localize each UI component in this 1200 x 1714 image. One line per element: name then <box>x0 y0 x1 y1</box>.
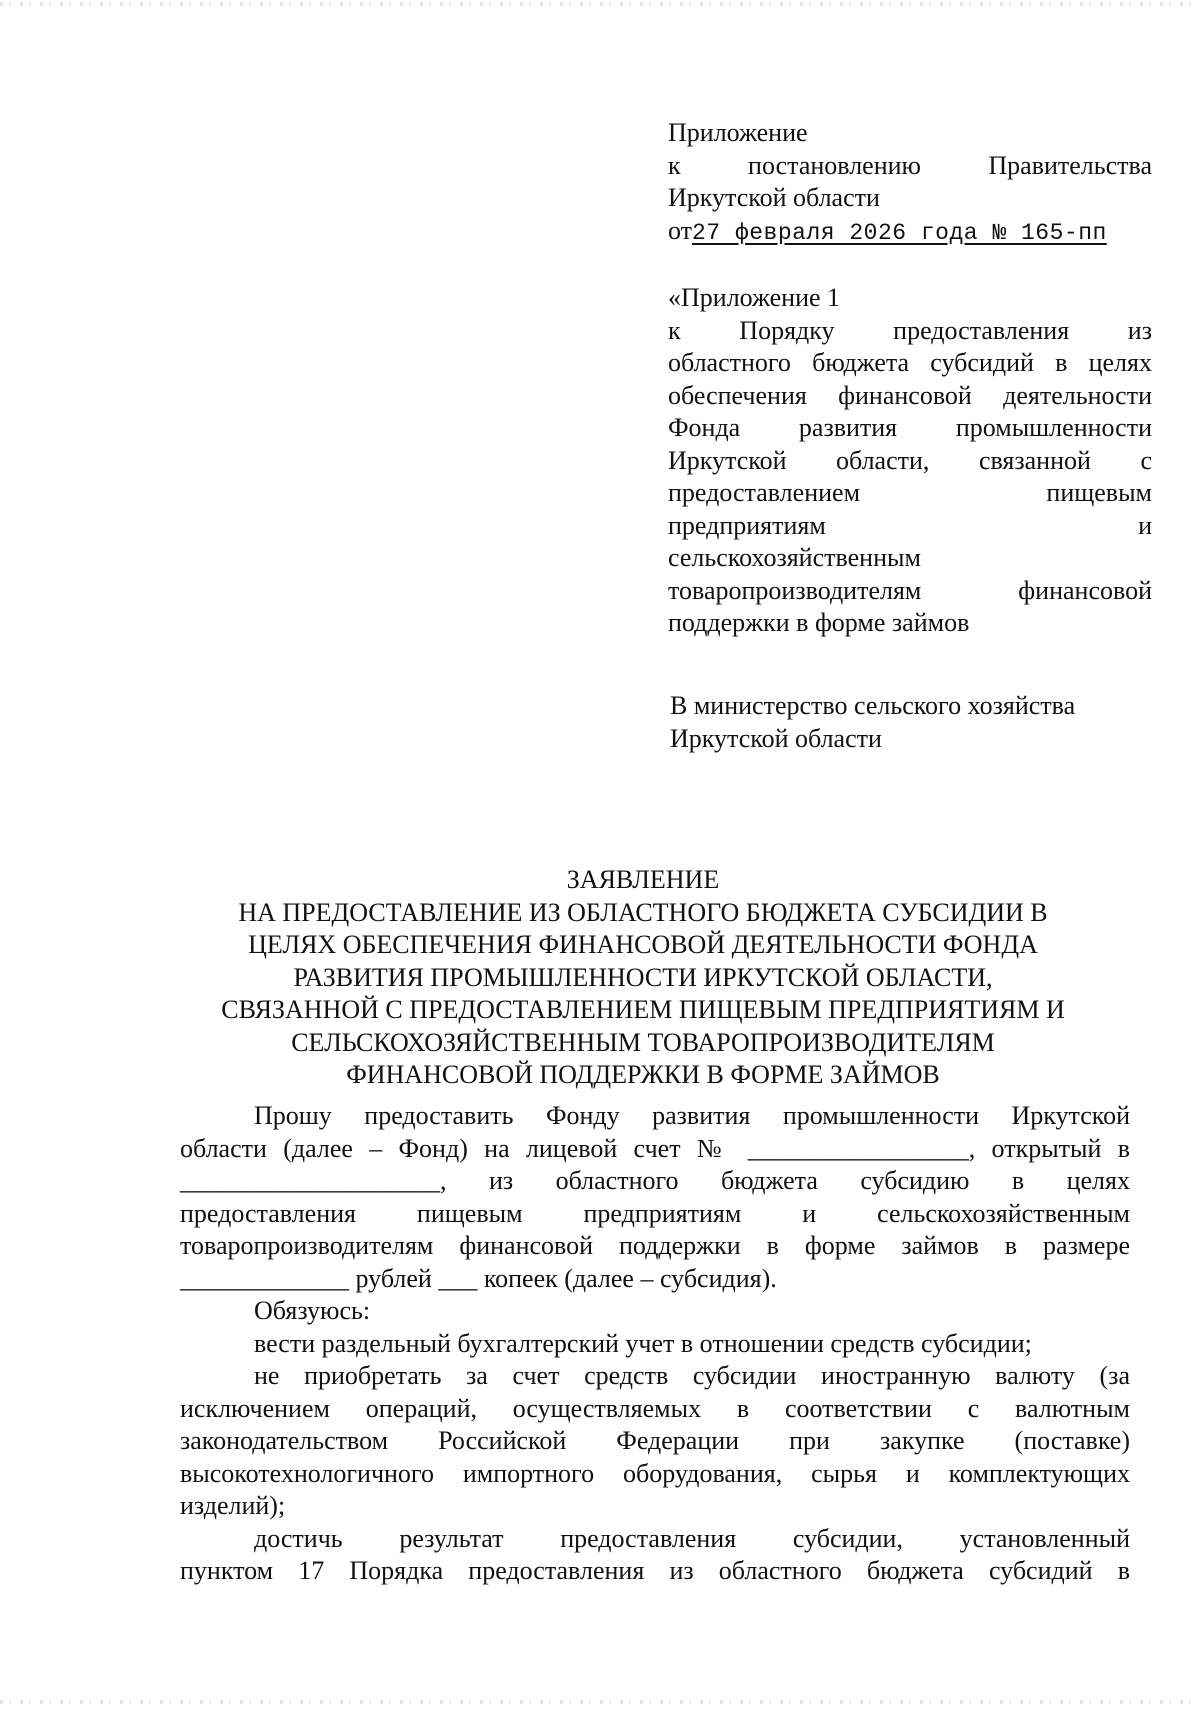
scan-edge-bottom <box>0 1700 1200 1704</box>
decree-line-appendix: Приложение <box>668 118 808 147</box>
obligation-item-line: высокотехнологичного импортного оборудования, сырья и комплектующих <box>180 1458 1130 1488</box>
request-line: предоставления пищевым предприятиям и сельскохозяйственным <box>180 1198 1130 1228</box>
appendix-line: «Приложение 1 <box>668 283 841 312</box>
title-line: ФИНАНСОВОЙ ПОДДЕРЖКИ В ФОРМЕ ЗАЙМОВ <box>346 1060 940 1089</box>
appendix-line: к Порядку предоставления из <box>668 315 1152 345</box>
document-title <box>160 864 1126 1092</box>
request-line: Прошу предоставить Фонду развития промышленности Иркутской <box>254 1101 1130 1130</box>
request-line: области (далее – Фонд) на лицевой счет № _________________, открытый в <box>180 1133 1130 1163</box>
obligation-item-line: пунктом 17 Порядка предоставления из областного бюджета субсидий в <box>180 1556 1130 1585</box>
appendix-line: предприятиям и <box>668 510 1152 540</box>
obligation-item-line: не приобретать за счет средств субсидии иностранную валюту (за <box>254 1361 1130 1390</box>
scan-edge-top <box>0 2 1200 6</box>
decree-reference <box>668 117 1152 249</box>
request-line: _____________ рублей ___ копеек (далее – субсидия). <box>180 1263 777 1293</box>
oblige-heading: Обязуюсь: <box>254 1296 371 1325</box>
appendix-line: сельскохозяйственным <box>668 543 921 572</box>
decree-date-prefix: от <box>668 215 693 245</box>
title-line: НА ПРЕДОСТАВЛЕНИЕ ИЗ ОБЛАСТНОГО БЮДЖЕТА СУБСИДИИ В <box>238 897 1048 927</box>
decree-date-value: 27 февраля 2026 года № 165-пп <box>692 219 1107 246</box>
appendix-line: областного бюджета субсидий в целях <box>668 348 1152 377</box>
decree-line-resolution: к постановлению Правительства <box>668 150 1152 180</box>
title-line: СЕЛЬСКОХОЗЯЙСТВЕННЫМ ТОВАРОПРОИЗВОДИТЕЛЯМ <box>291 1027 995 1057</box>
appendix-line: Иркутской области, связанной с <box>668 445 1152 475</box>
request-line: ____________________, из областного бюджета субсидию в целях <box>180 1166 1130 1195</box>
decree-date-line <box>668 215 1152 250</box>
addressee <box>670 690 1130 755</box>
appendix-line: товаропроизводителям финансовой <box>668 575 1152 605</box>
appendix-line: поддержки в форме займов <box>668 608 970 637</box>
obligation-item-line: законодательством Российской Федерации при закупке (поставке) <box>180 1426 1130 1455</box>
title-line: СВЯЗАННОЙ С ПРЕДОСТАВЛЕНИЕМ ПИЩЕВЫМ ПРЕДПРИЯТИЯМ И <box>221 995 1065 1024</box>
decree-line-region: Иркутской области <box>668 183 880 212</box>
title-line: ЦЕЛЯХ ОБЕСПЕЧЕНИЯ ФИНАНСОВОЙ ДЕЯТЕЛЬНОСТИ ФОНДА <box>248 930 1038 959</box>
title-line: ЗАЯВЛЕНИЕ <box>566 865 720 894</box>
request-line: товаропроизводителям финансовой поддержки в форме займов в размере <box>180 1231 1130 1260</box>
obligation-item-line: исключением операций, осуществляемых в соответствии с валютным <box>180 1393 1130 1423</box>
appendix-line: обеспечения финансовой деятельности <box>668 380 1152 410</box>
appendix-reference <box>668 282 1152 640</box>
addressee-line-ministry: В министерство сельского хозяйства <box>670 691 1076 720</box>
obligation-item-line: достичь результат предоставления субсидии, установленный <box>254 1523 1130 1553</box>
appendix-line: Фонда развития промышленности <box>668 413 1152 442</box>
obligation-item: вести раздельный бухгалтерский учет в отношении средств субсидии; <box>254 1328 1032 1358</box>
title-line: РАЗВИТИЯ ПРОМЫШЛЕННОСТИ ИРКУТСКОЙ ОБЛАСТИ, <box>293 962 993 992</box>
addressee-line-region: Иркутской области <box>670 723 882 753</box>
appendix-line: предоставлением пищевым <box>668 478 1152 507</box>
obligation-item-line: изделий); <box>180 1491 286 1520</box>
document-body <box>180 1100 1130 1588</box>
